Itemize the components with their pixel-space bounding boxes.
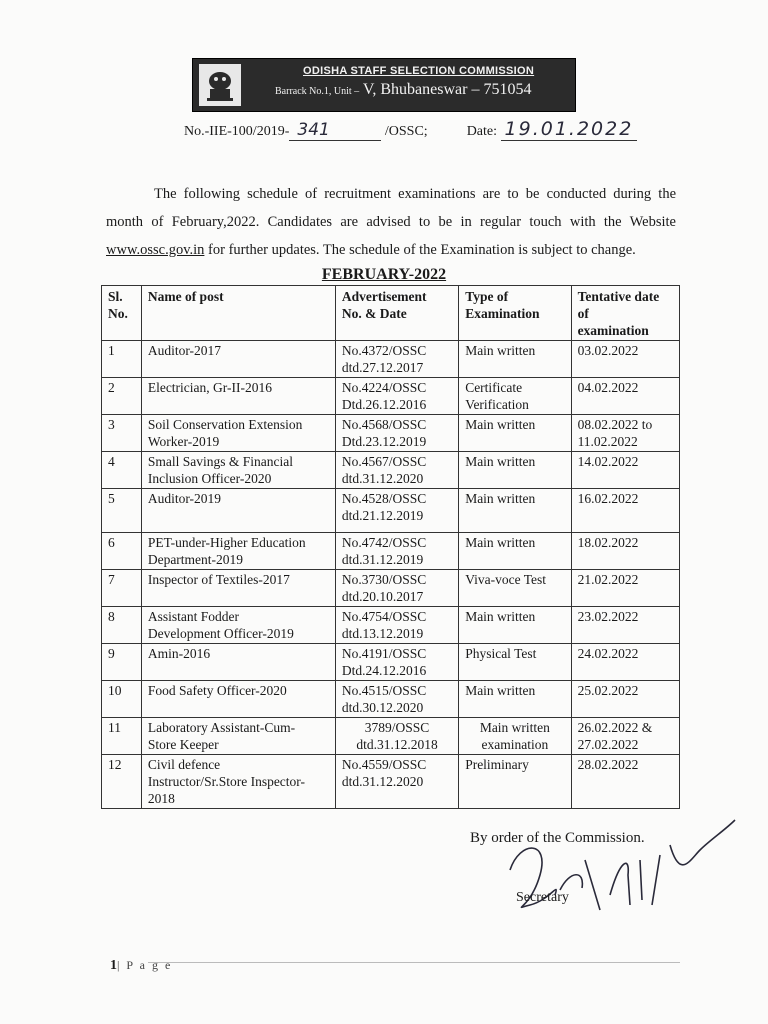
reference-number-handwritten: 341	[289, 120, 381, 141]
cell-line: Store Keeper	[147, 737, 219, 752]
cell-line: 25.02.2022	[577, 683, 639, 698]
cell-line: dtd.13.12.2019	[341, 626, 424, 641]
cell-line: Name of post	[147, 289, 224, 304]
cell-name-of-post	[141, 415, 335, 452]
cell-advertisement	[335, 681, 458, 718]
cell-line: examination	[481, 737, 549, 752]
intro-text-2: for further updates. The schedule of the Examination is subject to change.	[208, 242, 636, 258]
page-number: 1	[110, 958, 117, 973]
cell-line: PET-under-Higher Education	[147, 535, 306, 550]
table-row	[102, 607, 680, 644]
cell-line: No.4372/OSSC	[341, 343, 427, 358]
table-row	[102, 681, 680, 718]
table-row	[102, 341, 680, 378]
cell-line: Certificate	[465, 380, 523, 395]
cell-line: Main written	[465, 417, 536, 432]
cell-line: No.4559/OSSC	[341, 757, 427, 772]
cell-line: Main written	[465, 609, 536, 624]
cell-line: 16.02.2022	[577, 491, 639, 506]
cell-exam-type	[459, 718, 571, 755]
cell-name-of-post	[141, 452, 335, 489]
cell-name-of-post	[141, 341, 335, 378]
cell-line: Department-2019	[147, 552, 244, 567]
table-row	[102, 489, 680, 533]
cell-line: Worker-2019	[147, 434, 220, 449]
cell-name-of-post	[141, 378, 335, 415]
cell-line: dtd.30.12.2020	[341, 700, 424, 715]
cell-tentative-date	[571, 607, 679, 644]
address-prefix: Barrack No.1, Unit –	[275, 86, 360, 97]
cell-line: Main written	[465, 683, 536, 698]
page-footer	[110, 958, 172, 974]
handwritten-signature	[490, 800, 740, 930]
cell-line: No.4567/OSSC	[341, 454, 427, 469]
cell-line: Viva-voce Test	[465, 572, 547, 587]
cell-line: of	[577, 306, 589, 321]
cell-line: 26.02.2022 &	[577, 720, 653, 735]
cell-exam-type	[459, 533, 571, 570]
state-emblem-icon	[199, 64, 241, 106]
cell-line: Verification	[465, 397, 529, 412]
cell-exam-type	[459, 489, 571, 533]
header-exam-type	[459, 286, 571, 341]
cell-exam-type	[459, 681, 571, 718]
reference-prefix: No.-IIE-100/2019-	[184, 124, 290, 139]
table-row	[102, 415, 680, 452]
cell-line: Main written	[465, 535, 536, 550]
reference-suffix: /OSSC;	[384, 124, 428, 139]
cell-line: Dtd.23.12.2019	[341, 434, 427, 449]
cell-line: Dtd.24.12.2016	[341, 663, 427, 678]
cell-advertisement	[335, 341, 458, 378]
header-sl-no	[102, 286, 142, 341]
cell-line: No.4528/OSSC	[341, 491, 427, 506]
cell-line: 24.02.2022	[577, 646, 639, 661]
cell-line: Preliminary	[465, 757, 529, 772]
table-row	[102, 533, 680, 570]
cell-advertisement	[335, 607, 458, 644]
organization-address	[275, 81, 531, 99]
cell-line: Small Savings & Financial	[147, 454, 293, 469]
cell-tentative-date	[571, 489, 679, 533]
cell-line: Inspector of Textiles-2017	[147, 572, 290, 587]
cell-advertisement	[335, 718, 458, 755]
cell-exam-type	[459, 570, 571, 607]
cell-line: 11.02.2022	[577, 434, 638, 449]
cell-tentative-date	[571, 341, 679, 378]
cell-line: Instructor/Sr.Store Inspector-	[147, 774, 306, 789]
cell-line: dtd.31.12.2020	[341, 471, 424, 486]
cell-name-of-post	[141, 607, 335, 644]
cell-line: No.3730/OSSC	[341, 572, 427, 587]
cell-advertisement	[335, 415, 458, 452]
cell-line: dtd.31.12.2020	[341, 774, 424, 789]
cell-line: Inclusion Officer-2020	[147, 471, 272, 486]
cell-line: Main written	[465, 454, 536, 469]
cell-tentative-date	[571, 452, 679, 489]
cell-line: No.	[108, 306, 128, 321]
address-city: V, Bhubaneswar – 751054	[362, 81, 532, 98]
cell-line: Type of	[465, 289, 509, 304]
cell-sl-no: 10	[102, 681, 142, 718]
cell-tentative-date	[571, 378, 679, 415]
cell-line: No.4515/OSSC	[341, 683, 427, 698]
cell-line: 08.02.2022 to	[577, 417, 653, 432]
cell-line: No.4224/OSSC	[341, 380, 427, 395]
cell-line: No. & Date	[341, 306, 407, 321]
exam-schedule-table	[101, 285, 680, 809]
cell-line: 04.02.2022	[577, 380, 639, 395]
cell-exam-type	[459, 378, 571, 415]
cell-line: dtd.27.12.2017	[341, 360, 424, 375]
cell-line: Amin-2016	[147, 646, 211, 661]
cell-sl-no: 5	[102, 489, 142, 533]
cell-line: 27.02.2022	[577, 737, 639, 752]
cell-sl-no: 9	[102, 644, 142, 681]
cell-exam-type	[459, 607, 571, 644]
cell-line: dtd.31.12.2018	[356, 737, 438, 752]
cell-exam-type	[459, 452, 571, 489]
cell-line: 14.02.2022	[577, 454, 639, 469]
cell-line: Sl.	[108, 289, 123, 304]
cell-name-of-post	[141, 489, 335, 533]
secretary-designation: Secretary	[516, 890, 569, 905]
cell-sl-no: 1	[102, 341, 142, 378]
cell-line: No.4742/OSSC	[341, 535, 427, 550]
cell-exam-type	[459, 341, 571, 378]
cell-name-of-post	[141, 681, 335, 718]
cell-line: Civil defence	[147, 757, 221, 772]
cell-line: Main written	[465, 343, 536, 358]
cell-line: 23.02.2022	[577, 609, 639, 624]
cell-line: dtd.31.12.2019	[341, 552, 424, 567]
cell-advertisement	[335, 452, 458, 489]
letterhead	[192, 58, 576, 112]
header-advertisement	[335, 286, 458, 341]
cell-line: Assistant Fodder	[147, 609, 239, 624]
footer-divider	[148, 962, 680, 963]
cell-sl-no: 4	[102, 452, 142, 489]
cell-tentative-date	[571, 718, 679, 755]
cell-advertisement	[335, 378, 458, 415]
cell-advertisement	[335, 533, 458, 570]
cell-sl-no: 7	[102, 570, 142, 607]
cell-line: No.4191/OSSC	[341, 646, 427, 661]
date-handwritten: 19.01.2022	[501, 118, 638, 141]
cell-name-of-post	[141, 755, 335, 809]
cell-sl-no: 2	[102, 378, 142, 415]
cell-sl-no: 8	[102, 607, 142, 644]
header-name-of-post	[141, 286, 335, 341]
cell-line: Physical Test	[465, 646, 537, 661]
cell-sl-no: 3	[102, 415, 142, 452]
intro-text-1: The following schedule of recruitment examinations are to be conducted during the month of February,2022. Candidates are advised to be in regular touch with the Website	[106, 186, 676, 230]
cell-tentative-date	[571, 681, 679, 718]
cell-advertisement	[335, 644, 458, 681]
cell-line: 21.02.2022	[577, 572, 639, 587]
table-header-row	[102, 286, 680, 341]
cell-line: No.4568/OSSC	[341, 417, 427, 432]
cell-tentative-date	[571, 644, 679, 681]
cell-line: Electrician, Gr-II-2016	[147, 380, 272, 395]
cell-line: 2018	[147, 791, 175, 806]
cell-line: dtd.21.12.2019	[341, 508, 424, 523]
cell-line: Food Safety Officer-2020	[147, 683, 287, 698]
cell-advertisement	[335, 489, 458, 533]
cell-tentative-date	[571, 570, 679, 607]
by-order-text: By order of the Commission.	[470, 830, 645, 846]
table-row	[102, 570, 680, 607]
cell-exam-type	[459, 415, 571, 452]
table-row	[102, 452, 680, 489]
cell-tentative-date	[571, 533, 679, 570]
cell-tentative-date	[571, 415, 679, 452]
cell-line: Auditor-2019	[147, 491, 222, 506]
cell-line: 03.02.2022	[577, 343, 639, 358]
date-label: Date:	[466, 124, 498, 139]
cell-line: Development Officer-2019	[147, 626, 294, 641]
cell-line: Examination	[465, 306, 540, 321]
cell-exam-type	[459, 644, 571, 681]
cell-name-of-post	[141, 570, 335, 607]
cell-line: examination	[577, 323, 649, 338]
cell-line: Laboratory Assistant-Cum-	[147, 720, 296, 735]
cell-line: No.4754/OSSC	[341, 609, 427, 624]
cell-line: Dtd.26.12.2016	[341, 397, 427, 412]
cell-name-of-post	[141, 718, 335, 755]
header-tentative-date	[571, 286, 679, 341]
reference-line	[184, 118, 637, 141]
organization-name: ODISHA STAFF SELECTION COMMISSION	[303, 65, 535, 77]
cell-sl-no: 12	[102, 755, 142, 809]
cell-sl-no: 6	[102, 533, 142, 570]
cell-line: dtd.20.10.2017	[341, 589, 424, 604]
intro-paragraph	[106, 180, 676, 264]
cell-name-of-post	[141, 644, 335, 681]
cell-line: 3789/OSSC	[364, 720, 430, 735]
cell-sl-no: 11	[102, 718, 142, 755]
cell-line: Main written	[465, 491, 536, 506]
cell-line: Soil Conservation Extension	[147, 417, 303, 432]
month-heading: FEBRUARY-2022	[321, 266, 447, 283]
cell-line: Tentative date	[577, 289, 660, 304]
table-row	[102, 378, 680, 415]
cell-line: Main written	[479, 720, 550, 735]
cell-line: 18.02.2022	[577, 535, 639, 550]
cell-line: Advertisement	[341, 289, 427, 304]
website-link[interactable]: www.ossc.gov.in	[106, 242, 205, 258]
page-label: | P a g e	[117, 958, 173, 972]
cell-name-of-post	[141, 533, 335, 570]
table-row	[102, 718, 680, 755]
cell-advertisement	[335, 570, 458, 607]
cell-line: Auditor-2017	[147, 343, 222, 358]
table-row	[102, 644, 680, 681]
cell-line: 28.02.2022	[577, 757, 639, 772]
cell-advertisement	[335, 755, 458, 809]
